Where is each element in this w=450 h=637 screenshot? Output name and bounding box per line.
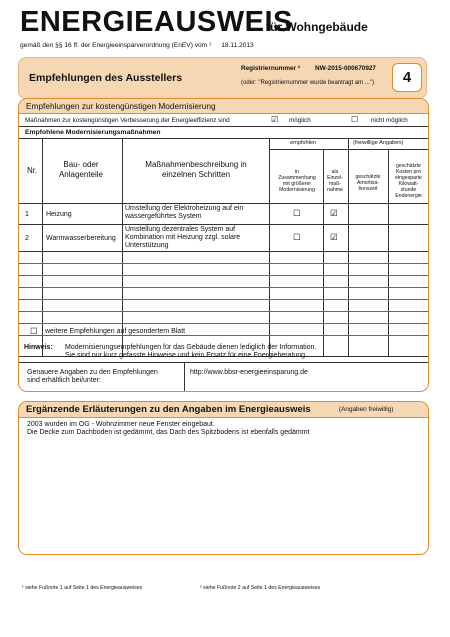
row-2-desc-2: Kombination mit Heizung zzgl. solare: [125, 234, 241, 241]
legal-basis-line: [20, 42, 254, 49]
details-label-2: sind erhältlich bei/unter:: [27, 377, 101, 384]
col-cost-2: Kosten pro: [395, 169, 422, 175]
page-number-badge: 4: [392, 63, 422, 92]
not-possible-label: nicht möglich: [371, 117, 408, 124]
possible-label: möglich: [289, 117, 311, 124]
col-payback-3: tionszeit: [358, 186, 378, 192]
row-1-single-checkbox[interactable]: ☑: [330, 208, 338, 218]
measures-question: Maßnahmen zur kostengünstigen Verbesserung der Energieeffizienz sind: [25, 117, 230, 124]
row-2-number: 2: [25, 235, 29, 242]
col-part-2: Anlagenteile: [58, 170, 104, 179]
col-context-2: Zusammenhang: [278, 175, 316, 181]
col-cost-5: stunde: [400, 187, 417, 193]
col-group-recommended: empfohlen: [290, 140, 317, 146]
explanations-optional-note: (Angaben freiwillig): [339, 406, 394, 413]
row-2-context-checkbox[interactable]: ☐: [293, 232, 301, 242]
section-title: Empfehlungen zur kostengünstigen Modernisierung: [26, 101, 216, 111]
col-single-2: Einzel-: [327, 175, 343, 181]
row-1-desc-2: wassergeführtes System: [125, 213, 202, 220]
section-header: [19, 99, 428, 113]
issuer-recommendations-header: [18, 57, 427, 99]
details-label-1: Genauere Angaben zu den Empfehlungen: [27, 369, 158, 376]
col-cost-3: eingesparte: [394, 175, 423, 181]
document-subtitle: für Wohngebäude: [266, 20, 368, 34]
col-context-3: mit größerer: [282, 181, 312, 187]
explanations-title: Ergänzende Erläuterungen zu den Angaben im Energieausweis: [26, 404, 311, 415]
col-group-optional: (freiwillige Angaben): [353, 140, 404, 146]
registration-label: Registriernummer ²: [241, 65, 300, 72]
row-2-desc-1: Umstellung dezentrales System auf: [125, 226, 236, 233]
table-title: Empfohlene Modernisierungsmaßnahmen: [25, 129, 161, 136]
row-2-part: Warmwasserbereitung: [46, 235, 116, 242]
col-single-1: als: [331, 169, 339, 175]
document-title: ENERGIEAUSWEIS: [20, 6, 293, 38]
supplementary-explanations-box: [18, 401, 429, 555]
possible-checkbox[interactable]: ☑: [271, 115, 279, 124]
panel-title: Empfehlungen des Ausstellers: [29, 72, 183, 84]
more-recommendations-label: weitere Empfehlungen auf gesondertem Blatt: [45, 328, 186, 335]
footnote-2: ² siehe Fußnote 2 auf Seite 1 des Energieausweises: [200, 585, 321, 591]
hint-label: Hinweis:: [24, 344, 53, 351]
details-url-link[interactable]: http://www.bbsr-energieeinsparung.de: [190, 369, 308, 376]
hint-text-2: Sie sind nur kurz gefasste Hinweise und kein Ersatz für eine Energieberatung.: [65, 352, 308, 359]
more-recommendations-checkbox[interactable]: ☐: [30, 326, 38, 336]
footnote-1: ¹ siehe Fußnote 1 auf Seite 1 des Energieausweises: [22, 585, 143, 591]
explanation-line-2: Die Decke zum Dachboden ist gedämmt, das Dach des Spitzbodens ist ebenfalls gedämmt: [27, 429, 310, 436]
col-single-4: nahme: [327, 187, 343, 193]
col-desc-2: einzelnen Schritten: [161, 170, 231, 179]
row-1-context-checkbox[interactable]: ☐: [293, 208, 301, 218]
legal-basis-text: gemäß den §§ 16 ff. der Energieeinsparverordnung (EnEV) vom ¹: [20, 42, 212, 49]
explanations-header: [19, 402, 428, 417]
row-1-part: Heizung: [46, 211, 72, 218]
col-payback-2: Amortisa-: [356, 180, 380, 186]
col-cost-4: Kilowatt-: [398, 181, 419, 187]
row-1-desc-1: Umstellung der Elektroheizung auf ein: [125, 205, 244, 212]
col-desc-1: Maßnahmenbeschreibung in: [145, 160, 247, 169]
registration-note: (oder: "Registriernummer wurde beantragt am ..."): [241, 80, 374, 86]
modernization-recommendations-box: [18, 98, 429, 392]
not-possible-checkbox[interactable]: ☐: [351, 115, 359, 124]
col-cost-1: geschätzte: [395, 163, 422, 169]
col-context-1: in: [294, 169, 300, 175]
col-context-4: Modernisierung: [279, 187, 315, 193]
hint-text-1: Modernisierungsempfehlungen für das Gebäude dienen lediglich der Information.: [65, 344, 317, 351]
explanation-line-1: 2003 wurden im OG - Wohnzimmer neue Fenster eingebaut.: [27, 421, 215, 428]
col-part-1: Bau- oder: [63, 160, 99, 169]
row-2-desc-3: Unterstützung: [125, 242, 169, 249]
regulation-date: 18.11.2013: [221, 42, 254, 49]
registration-number: NW-2015-000670927: [315, 65, 376, 72]
row-1-number: 1: [25, 211, 29, 218]
col-single-3: maß-: [328, 181, 342, 187]
col-cost-6: Endenergie: [395, 193, 422, 199]
col-payback-1: geschätzte: [355, 174, 381, 180]
row-2-single-checkbox[interactable]: ☑: [330, 232, 338, 242]
col-nr: Nr.: [27, 166, 38, 175]
